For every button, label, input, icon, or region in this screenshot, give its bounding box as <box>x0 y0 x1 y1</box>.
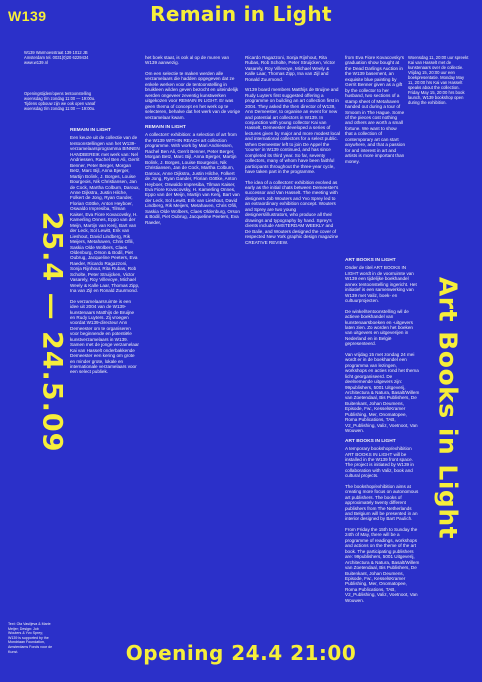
paragraph: W139 board members Matthijs de Bruijne and Rudy Luyters first suggested offering a programme on building an art collection first in 2004. They asked the then director of W139, Ann Demeester, to organise an event for new and potential art collectors in W139. In conjunction with young collector Kai van Hasselt, Demeester developed a series of lectures given by major and more modest local and international collectors for a select public. When Demeester left to join De Appel the 'course' in W139 continued, and has since completed its third year. So far, seventy collectors, many of whom have been faithful participants throughout the three-year cycle, have taken part in the programme. <box>245 87 340 175</box>
paragraph: A collectors' exhibition: a selection of art from the W139 WITHIN REACH art collection programme. With work by Mari Andriessen, Rachel Ben Ali, Gerrit Benner, Peter Berger, Morgan Betz, Marc Bijl, Anna Bjerger, Martijn Bolink, J. Borges, Louise Bourgeois, Nik Christiansen, Jan de Cock, Martha Colburn, Daroux, Anne Dijkstra, Justin Hilche, Folkert de Jong, Ryan Gander, Florian Göttke, Anton Heyboer, Oswaldo Impresiba, Tilman Kaiser, Eva Fiore Kovacovsky, H. Kamerling Onnes, Eppo van der Meijn, Martijn van Kerij, Bart van der Leck, Sol Lewitt, Erik van Lieshout, David Lindberg, Rik Meijers, Metahaven, Chris Ofili, Saskia Olde Wolbers, Claes Oldenburg, Orson & Bodil, Piet Oubrug, Jacqueline Peeters, Eva Raeder, <box>145 132 240 225</box>
section-heading-remain-nl: REMAIN IN LIGHT <box>70 128 111 133</box>
side-note: Woensdag 11, 20:00 uur spreekt Kai van Hasselt met de kunstenaars over de collectie. Vrijdag 15, 20:00 uur een boekpresentatie. Monday May 11, 20:00 hrs Kai van Hasselt speaks about the collection. Friday May 15, 20:00 hrs book launch, W139 bookshop open during the exhibition. <box>408 55 469 105</box>
column-3 <box>245 55 340 250</box>
paragraph: Om een selectie te maken werden alle verzamelaars die hadden opgegeven dat ze enkele werken voor de tentoonstelling in bruikleen wilden geven bezocht en uiteindelijk werden ongeveer zeventig kunstwerken uitgekozen voor REMAIN IN LIGHT. Er was geen thema of concept en het werk op te selecteren, behalve dat het werk van de vorige verzamelaar kwam. <box>145 70 240 120</box>
paragraph: Ricardo Ragazzoni, Sonja Rijnhout, Rita Rubas, Rob Scholte, Peter Struijcken, Victor Vasarely, Roy Villevoye, Michael Weely & Kalle Laar, Thomas Zipp, Ina van Zijl and Ronald Zuurmond. <box>245 55 336 82</box>
column-art-books <box>345 258 420 608</box>
section-heading-artbooks-en: ART BOOKS IN LIGHT <box>345 438 396 444</box>
paragraph: From Friday the 15th to Sunday the 24th of May, there will be a programme of readings, workshops and actions on the theme of the art book. The participating publishers are: 99publishers, 5001 Uitgeverij, Architectura & Natura, Basalt/Willem van Zoetendaal, Bis Publishers, De Buitenkant, Johan Deumens, Episode, Fw:, KesselsKramer Publishing, Mer, Onomatopee, Roma Publications, TAB, V2_Publishing, Valiz, Voetnoot, Van Wouwen. <box>345 526 420 603</box>
w139-logo: W139 <box>8 8 47 24</box>
credits: Text: Ola Vasiljeva & Marie Meijer; Design: Job Wouters & Yvo Sprey; W139 is supported by the Mondriaan Foundation, Amsterdams Fonds voor de Kunst. <box>8 622 53 654</box>
opening-hours: Openingstijden/opens tentoonstelling woensdag t/m zondag 11:00 — 19:00u. Tijdens opbouw zijn we ook open vanaf woensdag t/m zondag 11:00 — 19:00u. <box>24 91 96 112</box>
paragraph: The bookshop/exhibition aims at creating more focus on autonomous art publishers. The books of approximately twenty different publishers from The Netherlands and Belgium will be presented in an interior designed by Bart Paulich. <box>345 483 419 522</box>
paragraph: Van vrijdag 15 met zondag 24 mei wordt er in de boekhandel een programma van lezingen, workshops en acties rond het thema licht georganiseerd. De deelnemende uitgevers zijn: 99publishers, 5001 Uitgeverij, Architectura & Natura, Basalt/Willem van Zoetendaal, Bis Publishers, De Buitenkant, Johan Deumens, Episode, Fw:, KesselsKramer Publishing, Mer, Onomatopee, Roma Publications, TAB, V2_Publishing, Valiz, Voetnoot, Van Wouwen. <box>345 351 420 434</box>
column-4 <box>345 55 405 169</box>
paragraph: from Eva Fiore Kovacovsky's graduation show bought at the Dead Darlings Auction in the W139 basement, an exquisite blue painting by Gerrit Benner given as a gift by the collector to her husband, two sections of a stamp sheet of Metahaven handed out during a tour of Smoom in The Hague. Some of the pieces cost nothing and others are worth a small fortune. We want to show that a collection of contemporary art can start anywhere, and that a passion for and interest in art and artists is more important than money. <box>345 55 406 164</box>
paragraph: The idea of a collectors' exhibition evolved as early as the initial chats between Demeester's successor and Van Hasselt. The meeting with designers Job Wouters and Yvo Sprey led to an extraordinary exhibition concept. Wouters and Sprey are two young designers/illustrators, who produce all their drawings and typography by hand. Sprey's clients include AMSTERDAM WEEKLY and De Balie, and Wouters designed the cover of respected New York graphic design magazine CREATIVE REVIEW. <box>245 179 339 245</box>
paragraph: A temporary bookshop/exhibition ART BOOKS IN LIGHT will be installed in the W139 front space. The project is initiated by W139 in collaboration with Valiz, book and cultural projects. <box>345 446 414 479</box>
address-block: W139 Warmoesstraat 139 1012 JB Amsterdam tel. 0031(0)20 6229434 www.w139.nl <box>24 50 89 66</box>
column-2 <box>145 55 240 230</box>
paragraph: De winkel/tentoonstelling wil de actieve boekhandel van kunstenaarsboeken en -uitgevers laten zien. Zo worden het boeken van uitgevers en uitgeverijen in Nederland en in België gepresenteerd. <box>345 308 413 347</box>
paragraph: Onder de titel ART BOOKS IN LIGHT wordt in de voorruimte van W139 een tijdelijke boekhandel annex tentoonstelling ingericht. Het initiatief is een samenwerking van W139 met Valiz, boek- en cultuurprojecten. <box>345 265 417 304</box>
poster-title: Remain in Light <box>150 2 332 26</box>
exhibition-dates: 25.4 — 24.5.09 <box>36 211 68 453</box>
paragraph: Een keuze uit de collectie van de tentoonstellingen van het W139-verzamelaarsprogramma BINNEN HANDBEREIK met werk van: Nel Andriessen, Rachel Ben Ali, Gerrit Benner, Peter Berger, Morgan Betz, Marc Bijl, Anna Bjerger, Martijn Bolink, J. Borges, Louise Bourgeois, Nik Christiansen, Jan de Cock, Martha Colburn, Daroux, Anne Dijkstra, Justin Hilche, Folkert de Jong, Ryan Gander, Florian Göttke, Anton Heyboer, Oswaldo Impresiba, Tilman Kaiser, Eva Fiore Kovacovsky, H. Kamerling Onnes, Eppo van der Meijn, Martijn van Kerij, Bart van der Leck, Sol Lewitt, Erik van Lieshout, David Lindberg, Rik Meijers, Metahaven, Chris Ofili, Saskia Olde Wolbers, Claes Oldenburg, Orson & Bodil, Piet Oubrug, Jacqueline Peeters, Eva Raeder, Ricardo Ragazzoni, Sonja Rijnhout, Rita Rubas, Rob Scholte, Peter Struijcken, Victor Vasarely, Roy Villevoye, Michael Weely & Kalle Laar, Thomas Zipp, Ina van Zijl en Ronald Zuurmond. <box>70 135 140 294</box>
paragraph: De verzamelaarsruimte is een idee uit 2004 van de W139-kunstenaars Matthijs de Bruijne en Rudy Luyters. Zij vroegen voordat W139-directeur Ann Demeester om te organiseren voor beginnende en potentiële kunstverzamelaars in W139. Samen met de jonge verzamelaar Kai van Hasselt onderbakkende Demeester een kering om grote en minder grote, lokale en internationale verzamelaars voor een select publiek. <box>70 298 139 375</box>
opening-line: Opening 24.4 21:00 <box>125 641 357 665</box>
paragraph: het boek staat, is ook al op de muren van W139 aanwezig. <box>145 55 230 66</box>
art-books-vertical-title: Art Books in Light <box>433 276 463 540</box>
column-1 <box>70 128 140 380</box>
section-heading-artbooks-nl: ART BOOKS IN LIGHT <box>345 258 396 263</box>
section-heading-remain-en: REMAIN IN LIGHT <box>145 124 186 130</box>
